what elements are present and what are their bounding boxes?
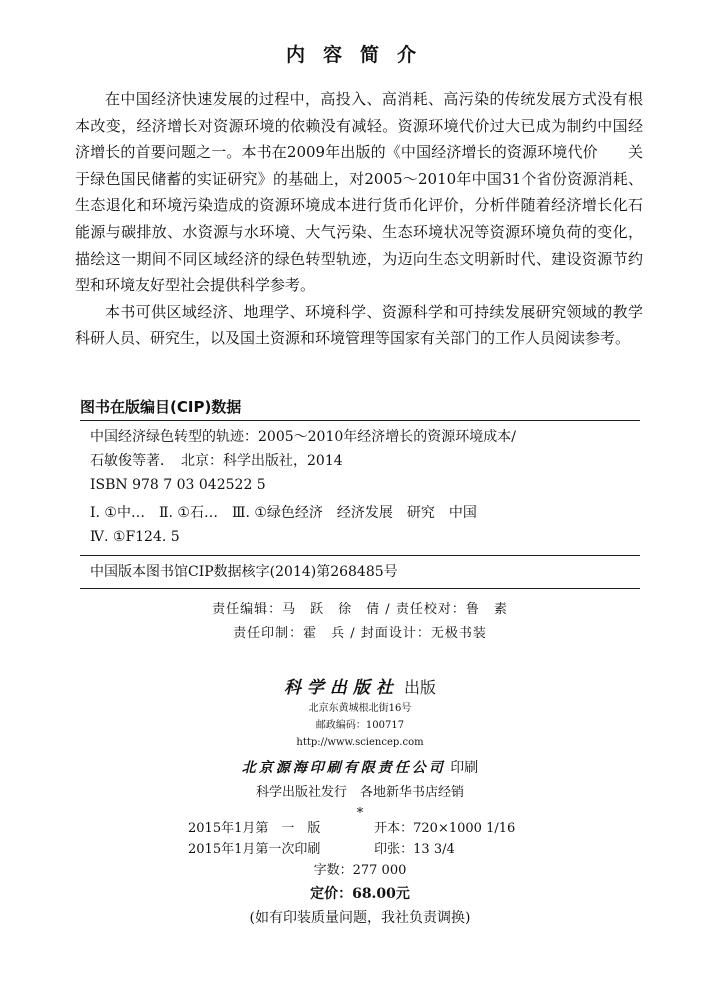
cip-class-line-1: Ⅰ. ①中… Ⅱ. ①石… Ⅲ. ①绿色经济 经济发展 研究 中国 [90, 505, 477, 521]
summary-paragraph-1: 在中国经济快速发展的过程中，高投入、高消耗、高污染的传统发展方式没有根本改变，经济增长对资源环境的依赖没有减轻。资源环境代价过大已成为制约中国经济增长的首要问题之一。本书在2009年出版的《中国经济增长的资源环境代价 关于绿色国民储蓄的实证研究》的基础上，对2005～2010年中国31个省份资源消耗、生态退化和环境污染造成的资源环境成本进行货币化评价，分析伴随着经济增长化石能源与碳排放、水资源与水环境、大气污染、生态环境状况等资源环境负荷的变化，描绘这一期间不同区域经济的绿色转型轨迹，为迈向生态文明新时代、建设资源节约型和环境友好型社会提供科学参考。 [75, 90, 643, 295]
edition-info: 2015年1月第 一 版 [188, 821, 321, 836]
distribution-line: 科学出版社发行 各地新华书店经销 [255, 785, 464, 800]
publisher-postal-code: 邮政编码：100717 [315, 720, 405, 731]
printer-suffix: 印刷 [450, 760, 479, 776]
specs-row-2 [188, 839, 608, 860]
summary-title: 内容简介 [285, 44, 434, 66]
editors-line-2: 责任印制：霍 兵 / 封面设计：无极书装 [233, 626, 487, 641]
cip-class-line-2: Ⅳ. ①F124. 5 [90, 529, 180, 545]
cip-title-line-2: 石敏俊等著． 北京：科学出版社，2014 [90, 453, 343, 469]
specs-row-1 [188, 818, 608, 839]
cip-title-line-1: 中国经济绿色转型的轨迹：2005～2010年经济增长的资源环境成本/ [90, 429, 516, 445]
cip-block [80, 396, 640, 589]
cip-isbn: ISBN 978 7 03 042522 5 [90, 477, 266, 493]
publisher-line [0, 676, 720, 700]
edition-specs [188, 818, 608, 860]
cip-classification [80, 499, 640, 555]
editors-line-1: 责任编辑：马 跃 徐 倩 / 责任校对：鲁 素 [212, 602, 508, 617]
word-count: 字数：277 000 [313, 863, 407, 878]
publisher-address: 北京东黄城根北街16号 [308, 703, 412, 714]
summary-paragraph-2: 本书可供区域经济、地理学、环境科学、资源科学和可持续发展研究领域的教学科研人员、研究生，以及国土资源和环境管理等国家有关部门的工作人员阅读参考。 [75, 302, 643, 348]
publisher-website: http://www.sciencep.com [296, 737, 424, 748]
cip-heading: 图书在版编目(CIP)数据 [80, 398, 242, 416]
sheets-info: 印张：13 3/4 [374, 842, 455, 857]
summary-section [75, 86, 643, 352]
cip-bibliographic [80, 421, 640, 499]
quality-note: (如有印装质量问题，我社负责调换) [249, 910, 471, 926]
imprint-block [0, 676, 720, 823]
price: 定价：68.00元 [310, 886, 410, 902]
printer-name: 北京源海印刷有限责任公司 [241, 760, 446, 776]
printer-line [0, 755, 720, 781]
cip-bottom-rule [80, 588, 640, 589]
separator-star: * [356, 806, 364, 821]
publisher-name: 科学出版社 [283, 678, 399, 698]
format-info: 开本：720×1000 1/16 [374, 821, 516, 836]
printing-info: 2015年1月第一次印刷 [188, 842, 321, 857]
publisher-suffix: 出版 [404, 678, 437, 697]
cip-record-number: 中国版本图书馆CIP数据核字(2014)第268485号 [90, 564, 398, 580]
editors-credits [0, 598, 720, 646]
